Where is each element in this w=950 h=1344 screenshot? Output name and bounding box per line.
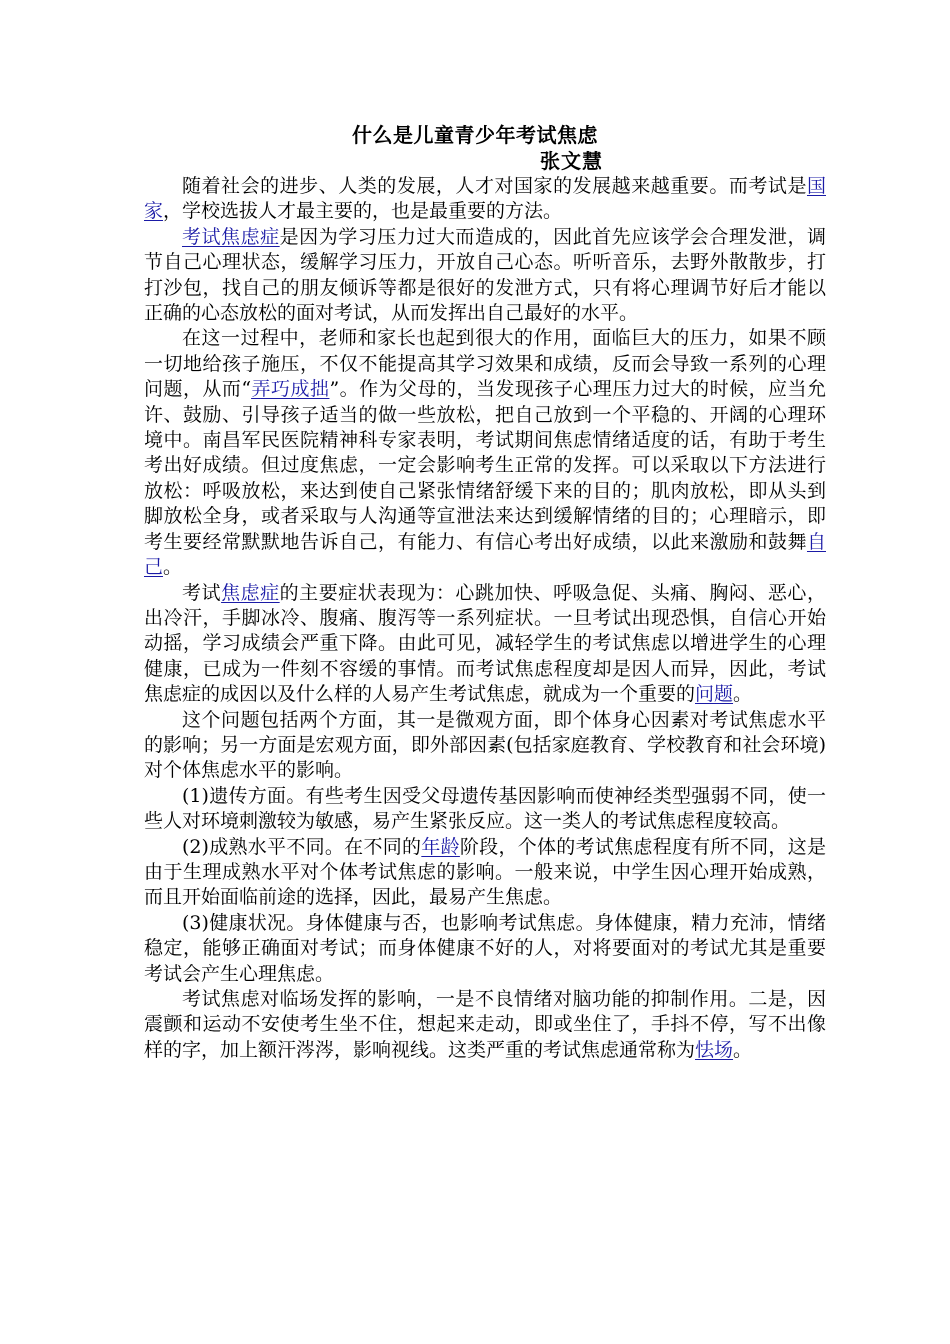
body-paragraph: [144, 911, 826, 987]
paragraph-text: ”。作为父母的，当发现孩子心理压力过大的时候，应当允许、鼓励、引导孩子适当的做一些放松，把自己放到一个平稳的、开阔的心理环境中。南昌军民医院精神科专家表明，考试期间焦虑情绪适度的话，有助于考生考出好成绩。但过度焦虑，一定会影响考生正常的发挥。可以采取以下方法进行放松：呼吸放松，来达到使自己紧张情绪舒缓下来的目的；肌肉放松，即从头到脚放松全身，或者采取与人沟通等宣泄法来达到缓解情绪的目的；心理暗示，即考生要经常默默地告诉自己，有能力、有信心考出好成绩，以此来激励和鼓舞: [144, 378, 826, 553]
paragraph-text: 是因为学习压力过大而造成的，因此首先应该学会合理发泄，调节自己心理状态，缓解学习压力，开放自己心态。听听音乐，去野外散散步，打打沙包，找自己的朋友倾诉等都是很好的发泄方式，只有将心理调节好后才能以正确的心态放松的面对考试，从而发挥出自己最好的水平。: [144, 225, 826, 325]
inline-link[interactable]: 考试焦虑症: [182, 225, 280, 248]
inline-link[interactable]: 自己: [144, 530, 826, 579]
document-title: 什么是儿童青少年考试焦虑: [352, 123, 598, 147]
body-paragraph: [144, 784, 826, 835]
inline-link[interactable]: 问题: [695, 683, 734, 706]
paragraph-text: 。: [163, 556, 183, 579]
inline-link[interactable]: 怯场: [695, 1038, 734, 1061]
paragraph-text: 这个问题包括两个方面，其一是微观方面，即个体身心因素对考试焦虑水平的影响；另一方面是宏观方面，即外部因素(包括家庭教育、学校教育和社会环境)对个体焦虑水平的影响。: [144, 708, 826, 782]
body-paragraph: [144, 987, 826, 1063]
document-author: 张文慧: [540, 149, 603, 173]
inline-link[interactable]: 国家: [144, 175, 826, 223]
paragraph-text: (1)遗传方面。有些考生因受父母遗传基因影响而使神经类型强弱不同，使一些人对环境刺激较为敏感，易产生紧张反应。这一类人的考试焦虑程度较高。: [144, 784, 826, 833]
paragraph-text: (2)成熟水平不同。在不同的: [182, 835, 422, 858]
inline-link[interactable]: 年龄: [421, 835, 460, 858]
body-paragraph: [144, 708, 826, 784]
paragraph-text: 随着社会的进步、人类的发展，人才对国家的发展越来越重要。而考试是: [182, 175, 807, 197]
inline-link[interactable]: 弄巧成拙: [251, 378, 330, 401]
paragraph-text: 在这一过程中，老师和家长也起到很大的作用，面临巨大的压力，如果不顾一切地给孩子施压，不仅不能提高其学习效果和成绩，反而会导致一系列的心理问题，从而“: [144, 327, 826, 401]
paragraph-text: ，学校选拔人才最主要的，也是最重要的方法。: [163, 200, 563, 223]
body-paragraph: [144, 174, 826, 225]
body-paragraph: [144, 225, 826, 327]
document-body: [144, 174, 826, 1063]
paragraph-text: 。: [733, 1038, 753, 1061]
paragraph-text: (3)健康状况。身体健康与否，也影响考试焦虑。身体健康，精力充沛，情绪稳定，能够正确面对考试；而身体健康不好的人，对将要面对的考试尤其是重要考试会产生心理焦虑。: [144, 911, 826, 985]
body-paragraph: [144, 326, 826, 580]
paragraph-text: 考试焦虑对临场发挥的影响，一是不良情绪对脑功能的抑制作用。二是，因震颤和运动不安使考生坐不住，想起来走动，即或坐住了，手抖不停，写不出像样的字，加上额汗涔涔，影响视线。这类严重的考试焦虑通常称为: [144, 988, 826, 1061]
paragraph-text: 。: [733, 683, 753, 706]
inline-link[interactable]: 焦虑症: [221, 581, 280, 604]
paragraph-text: 阶段，个体的考试焦虑程度有所不同，这是由于生理成熟水平对个体考试焦虑的影响。一般来说，中学生因心理开始成熟，而且开始面临前途的选择，因此，最易产生焦虑。: [144, 835, 826, 909]
paragraph-text: 的主要症状表现为：心跳加快、呼吸急促、头痛、胸闷、恶心，出冷汗，手脚冰冷、腹痛、腹泻等一系列症状。一旦考试出现恐惧，自信心开始动摇，学习成绩会严重下降。由此可见，减轻学生的考试焦虑以增进学生的心理健康，已成为一件刻不容缓的事情。而考试焦虑程度却是因人而异，因此，考试焦虑症的成因以及什么样的人易产生考试焦虑，就成为一个重要的: [144, 581, 826, 706]
body-paragraph: [144, 835, 826, 911]
body-paragraph: [144, 581, 826, 708]
paragraph-text: 考试: [182, 581, 222, 604]
